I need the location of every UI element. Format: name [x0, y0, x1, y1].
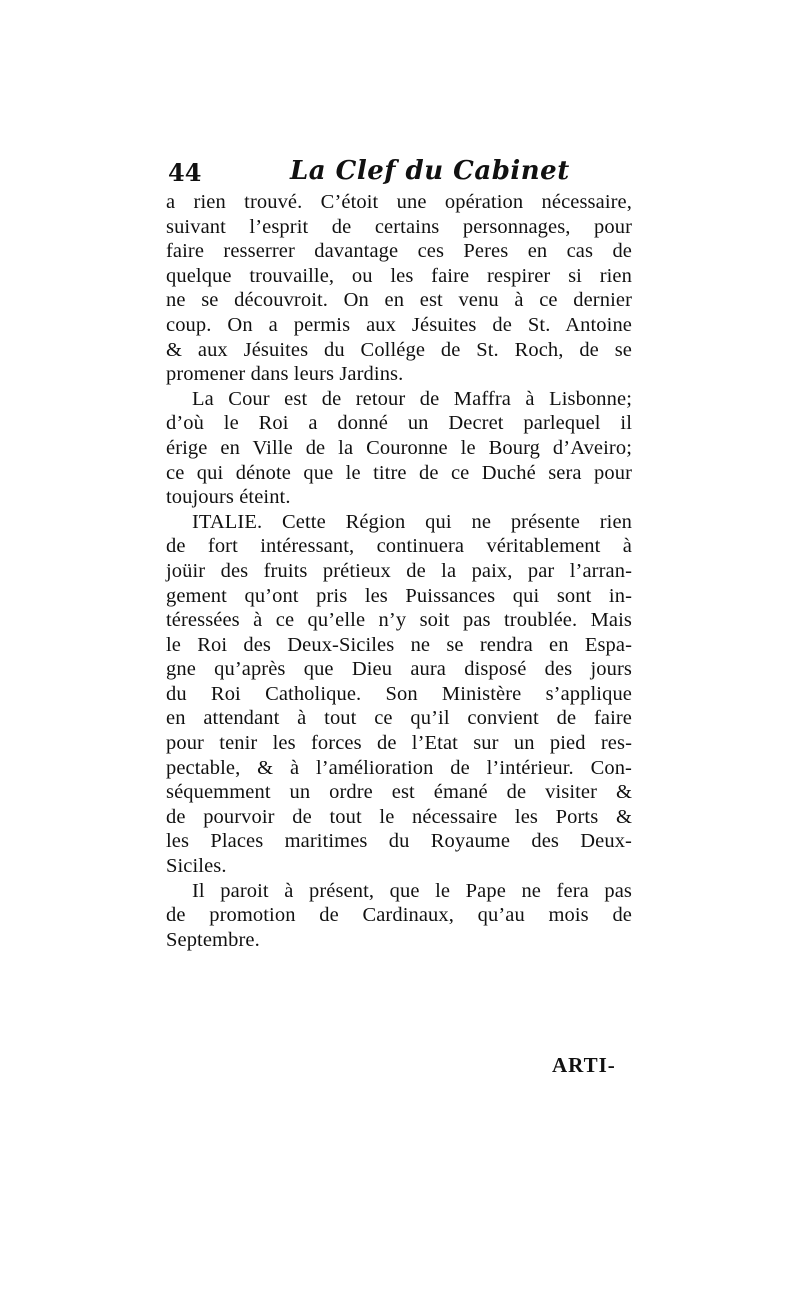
- text-line: les Places maritimes du Royaume des Deux-: [166, 830, 632, 853]
- text-line: pectable, & à l’amélioration de l’intérieur. Con-: [166, 756, 632, 779]
- text-line: quelque trouvaille, ou les faire respirer si rien: [166, 264, 632, 287]
- text-line: a rien trouvé. C’étoit une opération nécessaire,: [166, 191, 632, 213]
- text-line: le Roi des Deux-Siciles ne se rendra en Espa-: [166, 633, 632, 656]
- text-line: téressées à ce qu’elle n’y soit pas troublée. Mais: [166, 609, 632, 632]
- text-line: pour tenir les forces de l’Etat sur un pied res-: [166, 732, 632, 755]
- text-line: ne se découvroit. On en est venu à ce dernier: [166, 289, 632, 312]
- text-line: gement qu’ont pris les Puissances qui sont in-: [166, 584, 632, 607]
- text-line: suivant l’esprit de certains personnages, pour: [166, 215, 632, 238]
- text-line: de pourvoir de tout le nécessaire les Ports &: [166, 805, 632, 828]
- text-line: gne qu’après que Dieu aura disposé des jours: [166, 658, 632, 681]
- text-line: faire resserrer davantage ces Peres en cas de: [166, 240, 632, 263]
- paragraph-start-line: Il paroit à présent, que le Pape ne fera pas: [192, 879, 632, 902]
- text-line: de promotion de Cardinaux, qu’au mois de: [166, 904, 632, 927]
- paragraph-start-line: ITALIE. Cette Région qui ne présente rien: [192, 510, 632, 533]
- text-line: de fort intéressant, continuera véritablement à: [166, 535, 632, 558]
- text-line: toujours éteint.: [166, 486, 291, 509]
- page-number: 44: [168, 158, 202, 187]
- running-head: La Clef du Cabinet: [290, 156, 570, 186]
- text-line: joüir des fruits prétieux de la paix, par l’arran-: [166, 559, 632, 582]
- text-line: en attendant à tout ce qu’il convient de faire: [166, 707, 632, 730]
- text-line: érige en Ville de la Couronne le Bourg d’Aveiro;: [166, 436, 632, 459]
- text-line: ce qui dénote que le titre de ce Duché sera pour: [166, 461, 632, 484]
- text-line: & aux Jésuites du Collége de St. Roch, de se: [166, 338, 632, 361]
- text-line: coup. On a permis aux Jésuites de St. Antoine: [166, 313, 632, 336]
- text-line: promener dans leurs Jardins.: [166, 363, 404, 386]
- text-line: séquemment un ordre est émané de visiter &: [166, 781, 632, 804]
- text-line: d’où le Roi a donné un Decret parlequel il: [166, 412, 632, 435]
- text-line: Septembre.: [166, 928, 260, 951]
- body-text: [166, 190, 632, 952]
- text-line: du Roi Catholique. Son Ministère s’applique: [166, 682, 632, 705]
- catchword: ARTI-: [552, 1053, 616, 1077]
- paragraph-start-line: La Cour est de retour de Maffra à Lisbonne;: [192, 387, 632, 410]
- text-line: Siciles.: [166, 855, 227, 878]
